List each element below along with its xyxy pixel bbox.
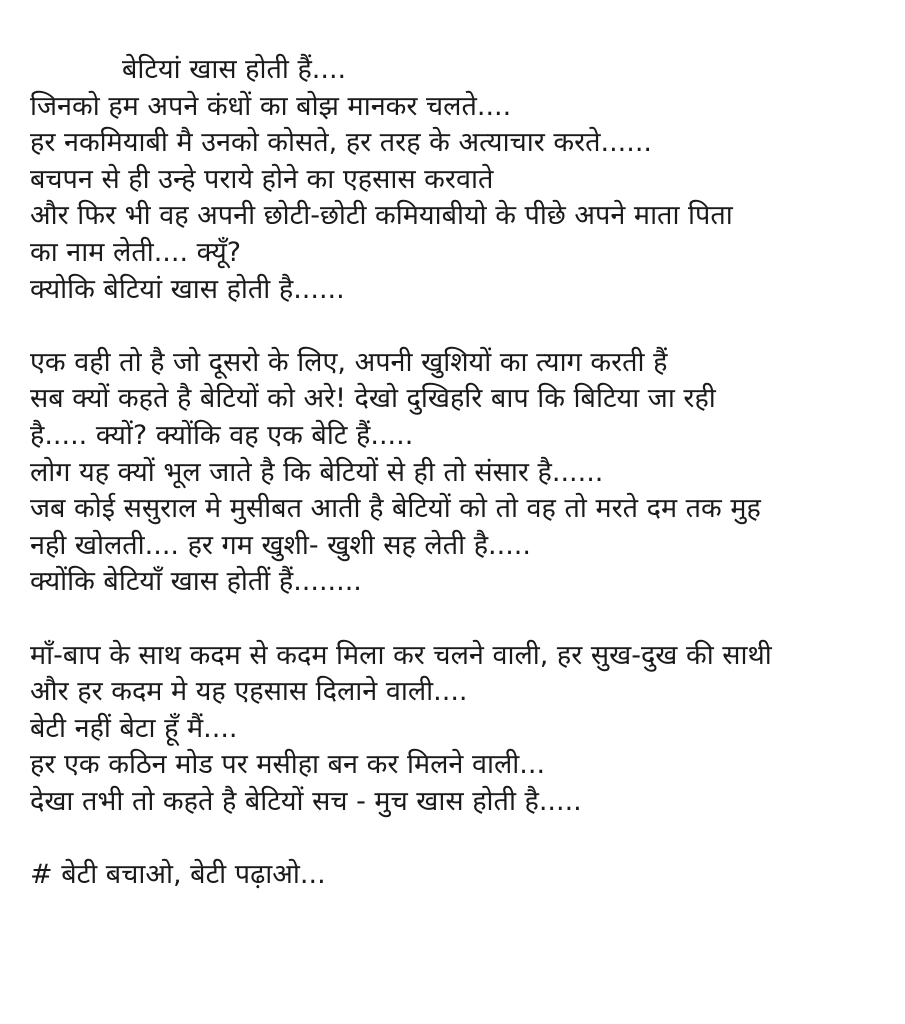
text-line: सब क्यों कहते है बेटियों को अरे! देखो दुखिहरि बाप कि बिटिया जा रही <box>30 383 716 415</box>
hashtag-line: # बेटी बचाओ, बेटी पढ़ाओ... <box>30 859 326 891</box>
text-line: देखा तभी तो कहते है बेटियों सच - मुच खास होती है..... <box>30 785 582 817</box>
text-line: और हर कदम मे यह एहसास दिलाने वाली.... <box>30 676 468 708</box>
text-line: बेटी नहीं बेटा हूँ मैं.... <box>30 712 238 744</box>
text-line: जब कोई ससुराल मे मुसीबत आती है बेटियों को तो वह तो मरते दम तक मुह <box>30 493 761 525</box>
text-line: एक वही तो है जो दूसरो के लिए, अपनी खुशियों का त्याग करती हैं <box>30 346 668 378</box>
text-line: क्योकि बेटियां खास होती है...... <box>30 273 345 305</box>
text-line: नही खोलती.... हर गम खुशी- खुशी सह लेती है..... <box>30 529 531 561</box>
paragraph-gap <box>30 308 890 345</box>
text-line: और फिर भी वह अपनी छोटी-छोटी कमियाबीयो के पीछे अपने माता पिता <box>30 200 733 232</box>
poem-document <box>30 52 890 894</box>
text-line: है..... क्यों? क्योंकि वह एक बेटि हैं..... <box>30 419 414 451</box>
paragraph-gap <box>30 820 890 857</box>
text-line: का नाम लेती.... क्यूँ? <box>30 236 242 268</box>
paragraph-1 <box>30 89 890 309</box>
paragraph-4 <box>30 857 890 894</box>
text-line: माँ-बाप के साथ कदम से कदम मिला कर चलने वाली, हर सुख-दुख की साथी <box>30 639 772 671</box>
text-line: लोग यह क्यों भूल जाते है कि बेटियों से ही तो संसार है...... <box>30 456 604 488</box>
text-line: हर नकमियाबी मै उनको कोसते, हर तरह के अत्याचार करते...... <box>30 127 652 159</box>
paragraph-gap <box>30 601 890 638</box>
text-line: हर एक कठिन मोड पर मसीहा बन कर मिलने वाली... <box>30 749 546 781</box>
text-line: जिनको हम अपने कंधों का बोझ मानकर चलते.... <box>30 90 512 122</box>
paragraph-3 <box>30 638 890 821</box>
paragraph-2 <box>30 345 890 601</box>
text-line: बचपन से ही उन्हे पराये होने का एहसास करवाते <box>30 163 494 195</box>
text-line: क्योंकि बेटियाँ खास होतीं हैं........ <box>30 566 362 598</box>
poem-title: बेटियां खास होती हैं.... <box>122 54 347 85</box>
